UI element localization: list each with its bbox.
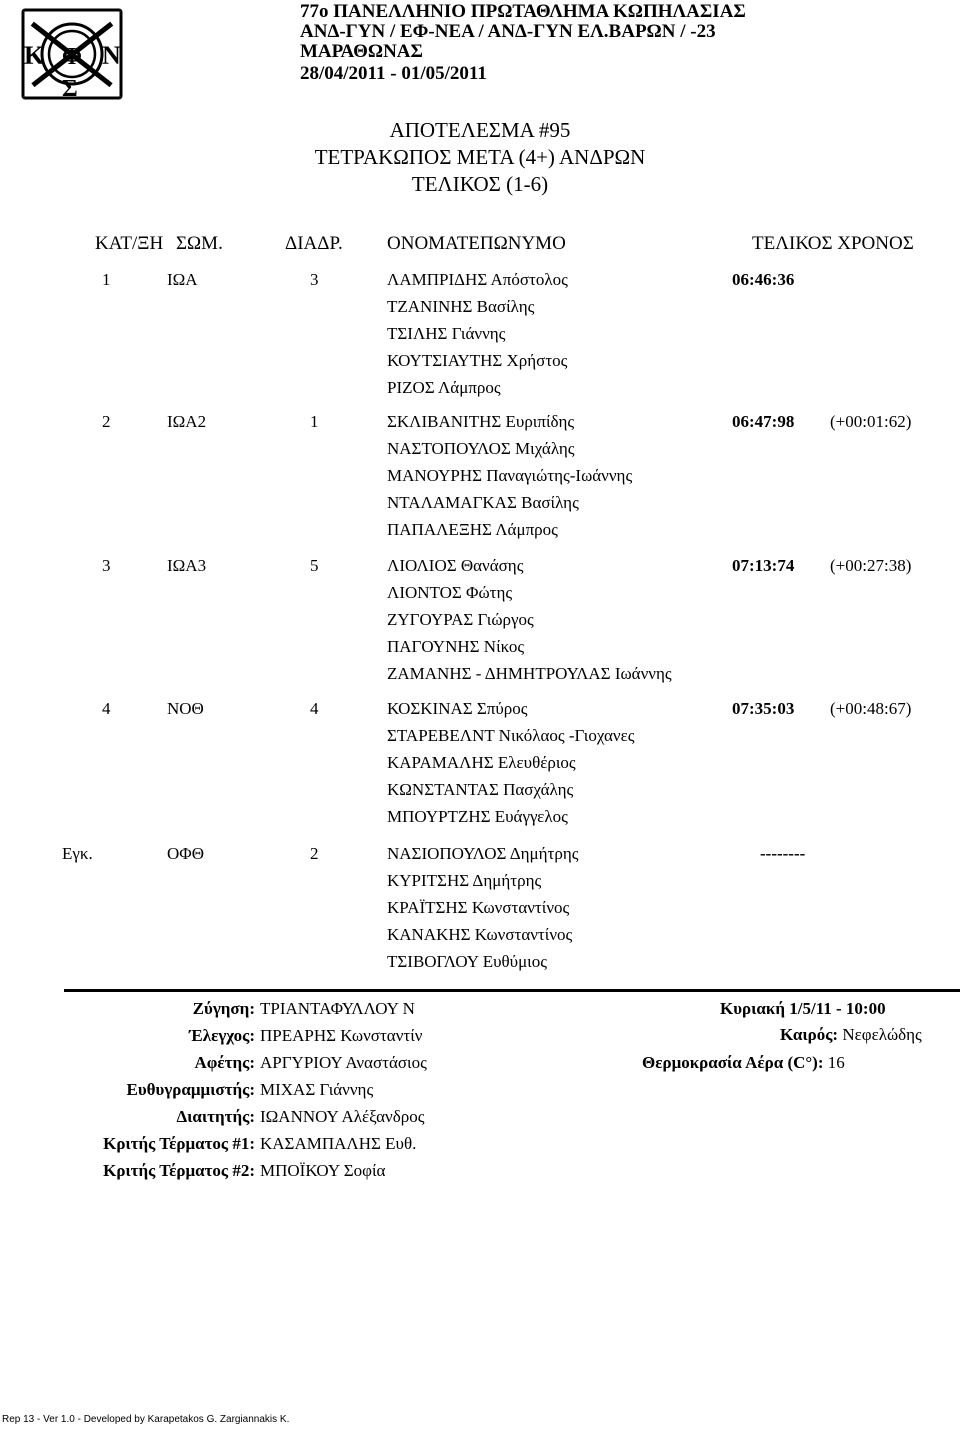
crew-member: ΚΟΣΚΙΝΑΣ Σπύρος <box>387 699 528 718</box>
club: ΙΩΑ3 <box>167 556 207 575</box>
official-name: ΜΙΧΑΣ Γιάννης <box>260 1080 374 1099</box>
official-role: Αφέτης: <box>194 1053 255 1072</box>
final-time: 07:35:03 <box>732 699 795 718</box>
crew-member: ΛΙΟΝΤΟΣ Φώτης <box>387 583 513 602</box>
crew-list <box>387 840 578 975</box>
crew-member: ΣΤΑΡΕΒΕΛΝΤ Νικόλαος -Γιοχανες <box>387 726 635 745</box>
col-name: ΟΝΟΜΑΤΕΠΩΝΥΜΟ <box>387 233 566 254</box>
time-difference: (+00:01:62) <box>830 412 912 431</box>
crew-list <box>387 266 568 401</box>
crew-member: ΚΥΡΙΤΣΗΣ Δημήτρης <box>387 871 542 890</box>
club: ΟΦΘ <box>167 844 204 863</box>
official-name: ΠΡΕΑΡΗΣ Κωνσταντίν <box>260 1026 423 1045</box>
venue: ΜΑΡΑΘΩΝΑΣ <box>300 41 423 62</box>
crew-member: ΠΑΓΟΥΝΗΣ Νίκος <box>387 637 525 656</box>
col-lane: ΔΙΑΔΡ. <box>285 233 343 254</box>
weather-value: Νεφελώδης <box>842 1025 922 1044</box>
crew-member: ΤΣΙΛΗΣ Γιάννης <box>387 324 506 343</box>
lane: 1 <box>310 412 319 431</box>
final-round: ΤΕΛΙΚΟΣ (1-6) <box>411 172 549 196</box>
championship-title: 77ο ΠΑΝΕΛΛΗΝΙΟ ΠΡΩΤΑΘΛΗΜΑ ΚΩΠΗΛΑΣΙΑΣ <box>300 1 746 22</box>
col-rank: ΚΑΤ/ΞΗ <box>95 233 164 254</box>
air-temperature <box>642 1053 845 1073</box>
official-name: ΚΑΣΑΜΠΑΛΗΣ Ευθ. <box>260 1134 417 1153</box>
crew-member: ΣΚΛΙΒΑΝΙΤΗΣ Ευριπίδης <box>387 412 575 431</box>
crew-member: ΤΣΙΒΟΓΛΟΥ Ευθύμιος <box>387 952 547 971</box>
crew-member: ΚΟΥΤΣΙΑΥΤΗΣ Χρήστος <box>387 351 568 370</box>
official-role: Κριτής Τέρματος #1: <box>103 1134 255 1153</box>
crew-list <box>387 695 634 830</box>
club: ΝΟΘ <box>167 699 204 718</box>
lane: 3 <box>310 270 319 289</box>
official-name: ΤΡΙΑΝΤΑΦΥΛΛΟΥ Ν <box>260 999 415 1018</box>
rank: Εγκ. <box>62 844 93 863</box>
club: ΙΩΑ <box>167 270 198 289</box>
final-time: 06:46:36 <box>732 270 795 289</box>
crew-member: ΚΑΡΑΜΑΛΗΣ Ελευθέριος <box>387 753 576 772</box>
federation-logo <box>18 8 126 100</box>
crew-member: ΖΑΜΑΝΗΣ - ΔΗΜΗΤΡΟΥΛΑΣ Ιωάννης <box>387 664 672 683</box>
result-number: ΑΠΟΤΕΛΕΣΜΑ #95 <box>389 118 571 142</box>
official-role: Έλεγχος: <box>189 1026 255 1045</box>
lane: 5 <box>310 556 319 575</box>
crew-member: ΛΙΟΛΙΟΣ Θανάσης <box>387 556 524 575</box>
crew-member: ΤΖΑΝΙΝΗΣ Βασίλης <box>387 297 535 316</box>
crew-member: ΚΡΑΪΤΣΗΣ Κωνσταντίνος <box>387 898 570 917</box>
col-club: ΣΩΜ. <box>176 233 223 254</box>
crew-member: ΚΑΝΑΚΗΣ Κωνσταντίνος <box>387 925 573 944</box>
crew-member: ΠΑΠΑΛΕΞΗΣ Λάμπρος <box>387 520 558 539</box>
boat-class: ΤΕΤΡΑΚΩΠΟΣ ΜΕΤΑ (4+) ΑΝΔΡΩΝ <box>314 145 646 169</box>
crew-list <box>387 552 672 687</box>
lane: 4 <box>310 699 319 718</box>
crew-list <box>387 408 632 543</box>
official-role: Διαιτητής: <box>176 1107 255 1126</box>
final-time: 06:47:98 <box>732 412 795 431</box>
official-role: Κριτής Τέρματος #2: <box>103 1161 255 1180</box>
event-dates: 28/04/2011 - 01/05/2011 <box>300 63 487 84</box>
crew-member: ΚΩΝΣΤΑΝΤΑΣ Πασχάλης <box>387 780 574 799</box>
logo-letter-phi: Φ <box>62 44 82 70</box>
crew-member: ΖΥΓΟΥΡΑΣ Γιώργος <box>387 610 534 629</box>
weather-label: Καιρός: <box>780 1025 839 1044</box>
logo-letter-n: Ν <box>102 41 121 70</box>
crew-member: ΡΙΖΟΣ Λάμπρος <box>387 378 501 397</box>
time-difference: (+00:27:38) <box>830 556 912 575</box>
time-difference: (+00:48:67) <box>830 699 912 718</box>
crew-member: ΜΠΟΥΡΤΖΗΣ Ευάγγελος <box>387 807 568 826</box>
crew-member: ΝΑΣΤΟΠΟΥΛΟΣ Μιχάλης <box>387 439 575 458</box>
separator-line <box>64 989 960 992</box>
weather <box>780 1025 922 1045</box>
temp-value: 16 <box>827 1053 845 1072</box>
logo-letter-k: Κ <box>24 41 45 70</box>
crew-member: ΛΑΜΠΡΙΔΗΣ Απόστολος <box>387 270 568 289</box>
rank: 3 <box>102 556 111 575</box>
rank: 1 <box>102 270 111 289</box>
lane: 2 <box>310 844 319 863</box>
official-name: ΜΠΟΪΚΟΥ Σοφία <box>260 1161 386 1180</box>
col-time: ΤΕΛΙΚΟΣ ΧΡΟΝΟΣ <box>752 233 914 254</box>
logo-letter-sigma: Σ <box>62 76 78 100</box>
crew-member: ΜΑΝΟΥΡΗΣ Παναγιώτης-Ιωάννης <box>387 466 633 485</box>
official-name: ΑΡΓΥΡΙΟΥ Αναστάσιος <box>260 1053 427 1072</box>
crew-member: ΝΤΑΛΑΜΑΓΚΑΣ Βασίλης <box>387 493 579 512</box>
temp-label: Θερμοκρασία Αέρα (C°): <box>642 1053 824 1072</box>
category-line: ΑΝΔ-ΓΥΝ / ΕΦ-ΝΕΑ / ΑΝΔ-ΓΥΝ ΕΛ.ΒΑΡΩΝ / -23 <box>300 21 716 42</box>
official-role: Ζύγηση: <box>192 999 255 1018</box>
report-footer: Rep 13 - Ver 1.0 - Developed by Karapetakos G. Zargiannakis K. <box>2 1414 290 1425</box>
rank: 4 <box>102 699 111 718</box>
rank: 2 <box>102 412 111 431</box>
official-name: ΙΩΑΝΝΟΥ Αλέξανδρος <box>260 1107 425 1126</box>
official-role: Ευθυγραμμιστής: <box>126 1080 255 1099</box>
race-datetime: Κυριακή 1/5/11 - 10:00 <box>720 999 886 1018</box>
final-time: 07:13:74 <box>732 556 795 575</box>
club: ΙΩΑ2 <box>167 412 207 431</box>
crew-member: ΝΑΣΙΟΠΟΥΛΟΣ Δημήτρης <box>387 844 579 863</box>
final-time: -------- <box>760 844 806 863</box>
